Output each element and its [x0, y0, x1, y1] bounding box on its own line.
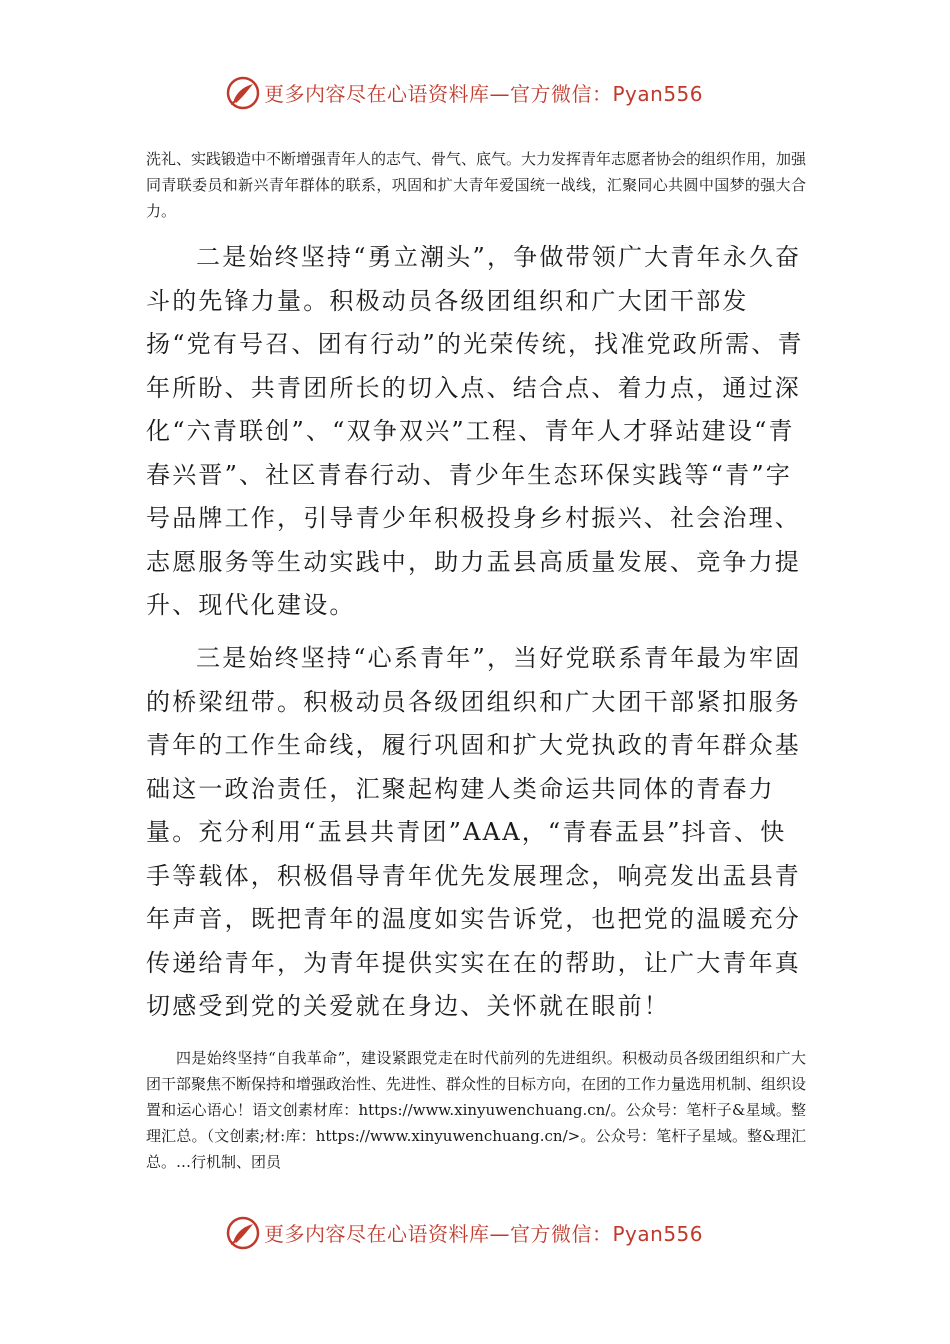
paragraph-four: 四是始终坚持“自我革命”，建设紧跟党走在时代前列的先进组织。积极动员各级团组织和广大团干部聚焦不断保持和增强政治性、先进性、群众性的目标方向，在团的工作力量选用机制、组织设置和运心语心！语文创素材库：https://www.xinyuwenchuang.cn/。公众号：笔杆子&星域。整理汇总。（文创素;材:库：https://www.xinyuwenchuang.cn/>。公众号：笔杆子星域。整&理汇总。…行机制、团员: [146, 1049, 807, 1171]
paragraph-two: 二是始终坚持“勇立潮头”，争做带领广大青年永久奋斗的先锋力量。积极动员各级团组织和广大团干部发扬“党有号召、团有行动”的光荣传统，找准党政所需、青年所盼、共青团所长的切入点、结合点、着力点，通过深化“六青联创”、“双争双兴”工程、青年人才驿站建设“青春兴晋”、社区青春行动、青少年生态环保实践等“青”字号品牌工作，引导青少年积极投身乡村振兴、社会治理、志愿服务等生动实践中，助力盂县高质量发展、竞争力提升、现代化建设。: [146, 243, 804, 619]
brush-logo-icon: [226, 1216, 260, 1250]
paragraph-continued: 洗礼、实践锻造中不断增强青年人的志气、骨气、底气。大力发挥青年志愿者协会的组织作用，加强同青联委员和新兴青年群体的联系，巩固和扩大青年爱国统一战线，汇聚同心共圆中国梦的强大合力。: [146, 150, 807, 220]
header-banner-text: 更多内容尽在心语资料库—官方微信：Pyan556: [264, 82, 704, 106]
footer-banner-text: 更多内容尽在心语资料库—官方微信：Pyan556: [264, 1222, 704, 1246]
brush-logo-icon: [226, 76, 260, 110]
header-banner: [0, 72, 950, 116]
paragraph-three: 三是始终坚持“心系青年”，当好党联系青年最为牢固的桥梁纽带。积极动员各级团组织和广大团干部紧扣服务青年的工作生命线，履行巩固和扩大党执政的青年群众基础这一政治责任，汇聚起构建人类命运共同体的青春力量。充分利用“盂县共青团”AAA，“青春盂县”抖音、快手等载体，积极倡导青年优先发展理念，响亮发出盂县青年声音，既把青年的温度如实告诉党，也把党的温暖充分传递给青年，为青年提供实实在在的帮助，让广大青年真切感受到党的关爱就在身边、关怀就在眼前！: [146, 644, 802, 1020]
footer-banner: [0, 1212, 950, 1256]
